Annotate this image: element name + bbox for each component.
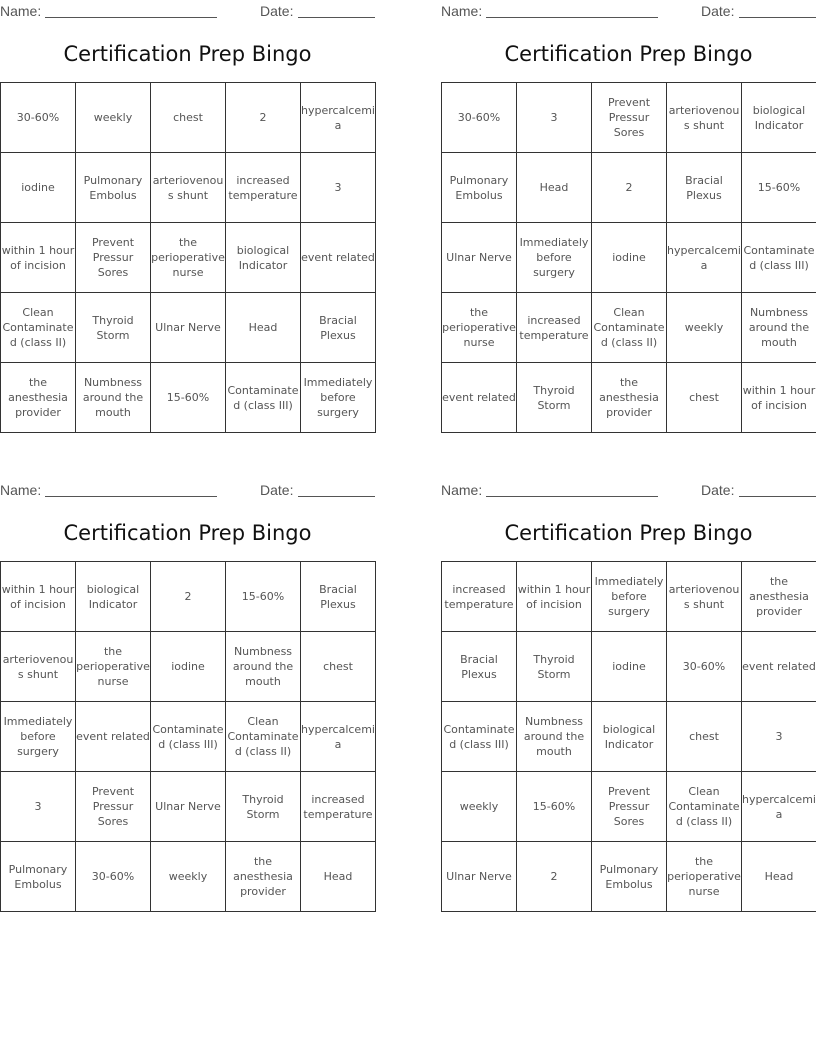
bingo-cell[interactable]: biological Indicator xyxy=(226,223,301,293)
bingo-cell[interactable]: Contaminated (class III) xyxy=(442,702,517,772)
bingo-cell[interactable]: the anesthesia provider xyxy=(1,363,76,433)
bingo-grid xyxy=(441,82,816,433)
grid-row xyxy=(1,562,376,632)
bingo-cell[interactable]: increased temperature xyxy=(517,293,592,363)
bingo-cell[interactable]: the perioperative nurse xyxy=(442,293,517,363)
grid-row xyxy=(1,632,376,702)
bingo-cell[interactable]: 3 xyxy=(517,83,592,153)
date-label: Date: xyxy=(260,3,294,19)
bingo-cell[interactable]: iodine xyxy=(592,223,667,293)
bingo-cell[interactable]: Prevent Pressur Sores xyxy=(76,223,151,293)
bingo-cell[interactable]: Contaminated (class III) xyxy=(742,223,816,293)
bingo-cell[interactable]: 30-60% xyxy=(1,83,76,153)
bingo-cell[interactable]: chest xyxy=(151,83,226,153)
bingo-cell[interactable]: the perioperative nurse xyxy=(667,842,742,912)
grid-row xyxy=(442,293,816,363)
name-label: Name: xyxy=(441,3,483,19)
date-blank-line[interactable] xyxy=(298,17,375,18)
bingo-cell[interactable]: Numbness around the mouth xyxy=(517,702,592,772)
grid-row xyxy=(1,223,376,293)
bingo-cell[interactable]: weekly xyxy=(442,772,517,842)
bingo-cell[interactable]: Immediately before surgery xyxy=(1,702,76,772)
bingo-cell[interactable]: Ulnar Nerve xyxy=(442,223,517,293)
bingo-cell[interactable]: Head xyxy=(301,842,376,912)
grid-row xyxy=(1,842,376,912)
bingo-cell[interactable]: weekly xyxy=(76,83,151,153)
bingo-cell[interactable]: iodine xyxy=(592,632,667,702)
bingo-cell[interactable]: 15-60% xyxy=(151,363,226,433)
bingo-cell[interactable]: 2 xyxy=(151,562,226,632)
bingo-cell[interactable]: event related xyxy=(301,223,376,293)
name-blank-line[interactable] xyxy=(45,496,217,497)
name-blank-line[interactable] xyxy=(45,17,217,18)
bingo-cell[interactable]: arteriovenous shunt xyxy=(667,562,742,632)
bingo-cell[interactable]: hypercalcemia xyxy=(301,702,376,772)
bingo-cell[interactable]: Pulmonary Embolus xyxy=(1,842,76,912)
bingo-grid xyxy=(0,82,376,433)
bingo-cell[interactable]: 15-60% xyxy=(517,772,592,842)
bingo-cell[interactable]: chest xyxy=(667,363,742,433)
card-title: Certification Prep Bingo xyxy=(63,521,312,545)
bingo-cell[interactable]: 2 xyxy=(592,153,667,223)
grid-row xyxy=(442,562,816,632)
grid-row xyxy=(442,842,816,912)
bingo-cell[interactable]: arteriovenous shunt xyxy=(1,632,76,702)
bingo-card-4 xyxy=(441,479,816,912)
bingo-cell[interactable]: increased temperature xyxy=(442,562,517,632)
bingo-cell[interactable]: Bracial Plexus xyxy=(442,632,517,702)
grid-row xyxy=(1,83,376,153)
date-blank-line[interactable] xyxy=(739,496,816,497)
bingo-cell[interactable]: Thyroid Storm xyxy=(517,363,592,433)
bingo-cell[interactable]: within 1 hour of incision xyxy=(517,562,592,632)
bingo-cell[interactable]: Pulmonary Embolus xyxy=(76,153,151,223)
bingo-cell[interactable]: increased temperature xyxy=(226,153,301,223)
bingo-cell[interactable]: Ulnar Nerve xyxy=(442,842,517,912)
bingo-cell[interactable]: Thyroid Storm xyxy=(517,632,592,702)
bingo-cell[interactable]: Clean Contaminated (class II) xyxy=(667,772,742,842)
bingo-card-2 xyxy=(441,0,816,433)
bingo-cell[interactable]: the perioperative nurse xyxy=(151,223,226,293)
bingo-cell[interactable]: biological Indicator xyxy=(592,702,667,772)
bingo-cell[interactable]: Prevent Pressur Sores xyxy=(592,772,667,842)
date-label: Date: xyxy=(701,482,735,498)
grid-row xyxy=(442,153,816,223)
name-label: Name: xyxy=(0,482,42,498)
bingo-cell[interactable]: Head xyxy=(517,153,592,223)
bingo-cell[interactable]: Clean Contaminated (class II) xyxy=(592,293,667,363)
grid-row xyxy=(1,293,376,363)
bingo-cell[interactable]: Clean Contaminated (class II) xyxy=(226,702,301,772)
grid-row xyxy=(1,702,376,772)
name-date-row xyxy=(441,0,816,24)
bingo-cell[interactable]: iodine xyxy=(1,153,76,223)
bingo-cell[interactable]: Bracial Plexus xyxy=(667,153,742,223)
bingo-cell[interactable]: arteriovenous shunt xyxy=(151,153,226,223)
grid-row xyxy=(442,702,816,772)
bingo-cell[interactable]: 30-60% xyxy=(667,632,742,702)
bingo-cell[interactable]: Head xyxy=(742,842,816,912)
bingo-cell[interactable]: hypercalcemia xyxy=(667,223,742,293)
bingo-cell[interactable]: iodine xyxy=(151,632,226,702)
bingo-cell[interactable]: hypercalcemia xyxy=(742,772,816,842)
bingo-cell[interactable]: Thyroid Storm xyxy=(226,772,301,842)
bingo-cell[interactable]: event related xyxy=(76,702,151,772)
bingo-cell[interactable]: chest xyxy=(667,702,742,772)
bingo-cell[interactable]: 2 xyxy=(517,842,592,912)
name-label: Name: xyxy=(0,3,42,19)
bingo-grid xyxy=(441,561,816,912)
bingo-cell[interactable]: event related xyxy=(742,632,816,702)
bingo-cell[interactable]: Bracial Plexus xyxy=(301,293,376,363)
name-label: Name: xyxy=(441,482,483,498)
name-blank-line[interactable] xyxy=(486,17,658,18)
bingo-cell[interactable]: biological Indicator xyxy=(76,562,151,632)
date-blank-line[interactable] xyxy=(298,496,375,497)
bingo-cell[interactable]: Pulmonary Embolus xyxy=(592,842,667,912)
bingo-cell[interactable]: Prevent Pressur Sores xyxy=(76,772,151,842)
bingo-cell[interactable]: 2 xyxy=(226,83,301,153)
name-blank-line[interactable] xyxy=(486,496,658,497)
bingo-cell[interactable]: the anesthesia provider xyxy=(592,363,667,433)
grid-row xyxy=(1,363,376,433)
bingo-cell[interactable]: Ulnar Nerve xyxy=(151,293,226,363)
bingo-card-3 xyxy=(0,479,375,912)
bingo-cell[interactable]: Thyroid Storm xyxy=(76,293,151,363)
bingo-cell[interactable]: biological Indicator xyxy=(742,83,816,153)
name-date-row xyxy=(441,479,816,503)
bingo-cell[interactable]: 15-60% xyxy=(226,562,301,632)
bingo-cell[interactable]: Numbness around the mouth xyxy=(226,632,301,702)
grid-row xyxy=(1,153,376,223)
bingo-cell[interactable]: Immediately before surgery xyxy=(517,223,592,293)
name-date-row xyxy=(0,479,375,503)
bingo-card-1 xyxy=(0,0,375,433)
bingo-cell[interactable]: the perioperative nurse xyxy=(76,632,151,702)
bingo-cell[interactable]: 30-60% xyxy=(442,83,517,153)
grid-row xyxy=(442,772,816,842)
bingo-cell[interactable]: 30-60% xyxy=(76,842,151,912)
bingo-cell[interactable]: within 1 hour of incision xyxy=(1,223,76,293)
bingo-cell[interactable]: Immediately before surgery xyxy=(301,363,376,433)
bingo-cell[interactable]: within 1 hour of incision xyxy=(742,363,816,433)
bingo-cell[interactable]: increased temperature xyxy=(301,772,376,842)
name-date-row xyxy=(0,0,375,24)
bingo-cell[interactable]: Numbness around the mouth xyxy=(76,363,151,433)
bingo-cell[interactable]: Bracial Plexus xyxy=(301,562,376,632)
card-title: Certification Prep Bingo xyxy=(63,42,312,66)
bingo-cell[interactable]: weekly xyxy=(667,293,742,363)
bingo-cell[interactable]: Contaminated (class III) xyxy=(151,702,226,772)
date-label: Date: xyxy=(701,3,735,19)
grid-row xyxy=(442,223,816,293)
bingo-cell[interactable]: Clean Contaminated (class II) xyxy=(1,293,76,363)
bingo-cell[interactable]: 3 xyxy=(742,702,816,772)
bingo-cell[interactable]: within 1 hour of incision xyxy=(1,562,76,632)
date-label: Date: xyxy=(260,482,294,498)
bingo-cell[interactable]: the anesthesia provider xyxy=(742,562,816,632)
grid-row xyxy=(442,363,816,433)
date-blank-line[interactable] xyxy=(739,17,816,18)
bingo-cell[interactable]: 15-60% xyxy=(742,153,816,223)
bingo-cell[interactable]: Immediately before surgery xyxy=(592,562,667,632)
bingo-cell[interactable]: 3 xyxy=(301,153,376,223)
grid-row xyxy=(442,632,816,702)
bingo-cell[interactable]: Ulnar Nerve xyxy=(151,772,226,842)
bingo-cell[interactable]: event related xyxy=(442,363,517,433)
bingo-cell[interactable]: Head xyxy=(226,293,301,363)
bingo-cell[interactable]: weekly xyxy=(151,842,226,912)
bingo-cell[interactable]: Pulmonary Embolus xyxy=(442,153,517,223)
card-title: Certification Prep Bingo xyxy=(504,42,753,66)
bingo-cell[interactable]: Numbness around the mouth xyxy=(742,293,816,363)
bingo-cell[interactable]: chest xyxy=(301,632,376,702)
grid-row xyxy=(1,772,376,842)
bingo-grid xyxy=(0,561,376,912)
bingo-cell[interactable]: the anesthesia provider xyxy=(226,842,301,912)
bingo-cell[interactable]: Contaminated (class III) xyxy=(226,363,301,433)
bingo-cell[interactable]: Prevent Pressur Sores xyxy=(592,83,667,153)
bingo-cell[interactable]: hypercalcemia xyxy=(301,83,376,153)
grid-row xyxy=(442,83,816,153)
bingo-cell[interactable]: arteriovenous shunt xyxy=(667,83,742,153)
card-title: Certification Prep Bingo xyxy=(504,521,753,545)
bingo-cell[interactable]: 3 xyxy=(1,772,76,842)
